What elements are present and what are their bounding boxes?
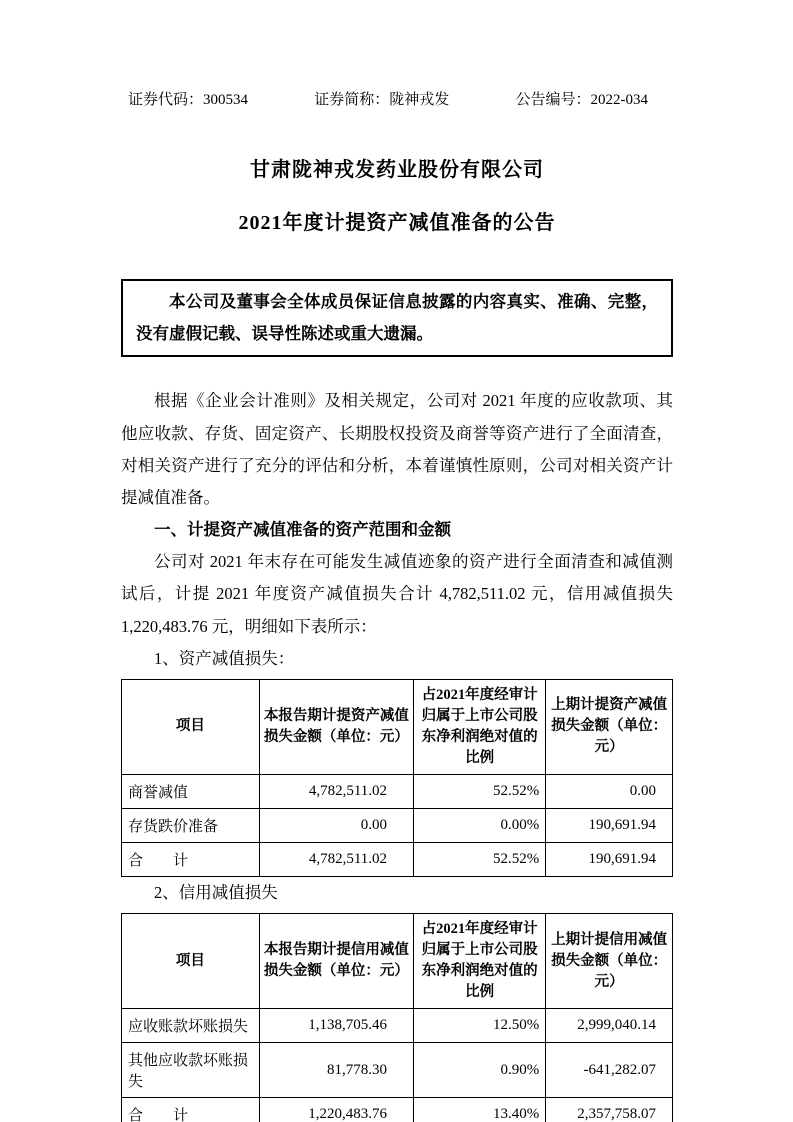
cell-ratio: 0.00% bbox=[414, 808, 546, 842]
stock-short-name: 证券简称：陇神戎发 bbox=[314, 92, 450, 108]
cell-item: 商誉减值 bbox=[122, 774, 260, 808]
table1-header-row bbox=[122, 679, 673, 774]
table2-header-row bbox=[122, 914, 673, 1009]
section-heading-1: 一、计提资产减值准备的资产范围和金额 bbox=[154, 520, 451, 540]
table2-row-total bbox=[122, 1098, 673, 1122]
cell-prior-amount: 190,691.94 bbox=[546, 842, 673, 876]
table1-col-header-current-amount: 本报告期计提资产减值损失金额（单位：元） bbox=[259, 679, 413, 774]
cell-current-amount: 1,138,705.46 bbox=[259, 1009, 413, 1043]
table2-row-receivables bbox=[122, 1009, 673, 1043]
paragraph-intro: 根据《企业会计准则》及相关规定，公司对 2021 年度的应收款项、其他应收款、存货、固定资产、长期股权投资及商誉等资产进行了全面清查，对相关资产进行了充分的评估和分析，本着谨慎性原则，公司对相关资产计提减值准备。 bbox=[121, 391, 673, 507]
cell-current-amount: 4,782,511.02 bbox=[259, 842, 413, 876]
cell-item: 合 计 bbox=[122, 842, 260, 876]
table1-row-total bbox=[122, 842, 673, 876]
table2-col-header-ratio: 占2021年度经审计归属于上市公司股东净利润绝对值的比例 bbox=[414, 914, 546, 1009]
table2-col-header-current-amount: 本报告期计提信用减值损失金额（单位：元） bbox=[259, 914, 413, 1009]
stock-code: 证券代码：300534 bbox=[128, 92, 249, 108]
table2-col-header-item: 项目 bbox=[122, 914, 260, 1009]
cell-ratio: 13.40% bbox=[414, 1098, 546, 1122]
cell-ratio: 12.50% bbox=[414, 1009, 546, 1043]
cell-prior-amount: -641,282.07 bbox=[546, 1043, 673, 1098]
cell-item: 合 计 bbox=[122, 1098, 260, 1122]
cell-ratio: 52.52% bbox=[414, 774, 546, 808]
disclaimer-text: 本公司及董事会全体成员保证信息披露的内容真实、准确、完整，没有虚假记载、误导性陈述或重大遗漏。 bbox=[136, 292, 658, 344]
cell-current-amount: 81,778.30 bbox=[259, 1043, 413, 1098]
disclaimer-box bbox=[121, 279, 673, 357]
doc-header bbox=[121, 88, 673, 109]
asset-impairment-table bbox=[121, 679, 673, 877]
cell-prior-amount: 2,999,040.14 bbox=[546, 1009, 673, 1043]
table2-row-other-receivables bbox=[122, 1043, 673, 1098]
credit-impairment-table bbox=[121, 913, 673, 1122]
announcement-title: 2021年度计提资产减值准备的公告 bbox=[238, 212, 556, 234]
table1-col-header-prior-amount: 上期计提资产减值损失金额（单位：元） bbox=[546, 679, 673, 774]
cell-current-amount: 4,782,511.02 bbox=[259, 774, 413, 808]
cell-item: 应收账款坏账损失 bbox=[122, 1009, 260, 1043]
cell-ratio: 52.52% bbox=[414, 842, 546, 876]
subsection-2-label: 2、信用减值损失 bbox=[154, 882, 278, 902]
cell-prior-amount: 2,357,758.07 bbox=[546, 1098, 673, 1122]
cell-item: 存货跌价准备 bbox=[122, 808, 260, 842]
subsection-1-label: 1、资产减值损失： bbox=[154, 648, 295, 668]
company-title: 甘肃陇神戎发药业股份有限公司 bbox=[250, 159, 544, 181]
table1-row-goodwill bbox=[122, 774, 673, 808]
cell-prior-amount: 0.00 bbox=[546, 774, 673, 808]
cell-ratio: 0.90% bbox=[414, 1043, 546, 1098]
table2-col-header-prior-amount: 上期计提信用减值损失金额（单位：元） bbox=[546, 914, 673, 1009]
cell-prior-amount: 190,691.94 bbox=[546, 808, 673, 842]
cell-current-amount: 0.00 bbox=[259, 808, 413, 842]
cell-current-amount: 1,220,483.76 bbox=[259, 1098, 413, 1122]
cell-item: 其他应收款坏账损失 bbox=[122, 1043, 260, 1098]
table1-row-inventory bbox=[122, 808, 673, 842]
table1-col-header-item: 项目 bbox=[122, 679, 260, 774]
paragraph-detail: 公司对 2021 年末存在可能发生减值迹象的资产进行全面清查和减值测试后，计提 2021 年度资产减值损失合计 4,782,511.02 元，信用减值损失 1,220,483.76 元，明细如下表所示： bbox=[121, 552, 673, 636]
table1-col-header-ratio: 占2021年度经审计归属于上市公司股东净利润绝对值的比例 bbox=[414, 679, 546, 774]
announcement-number: 公告编号：2022-034 bbox=[515, 92, 648, 108]
